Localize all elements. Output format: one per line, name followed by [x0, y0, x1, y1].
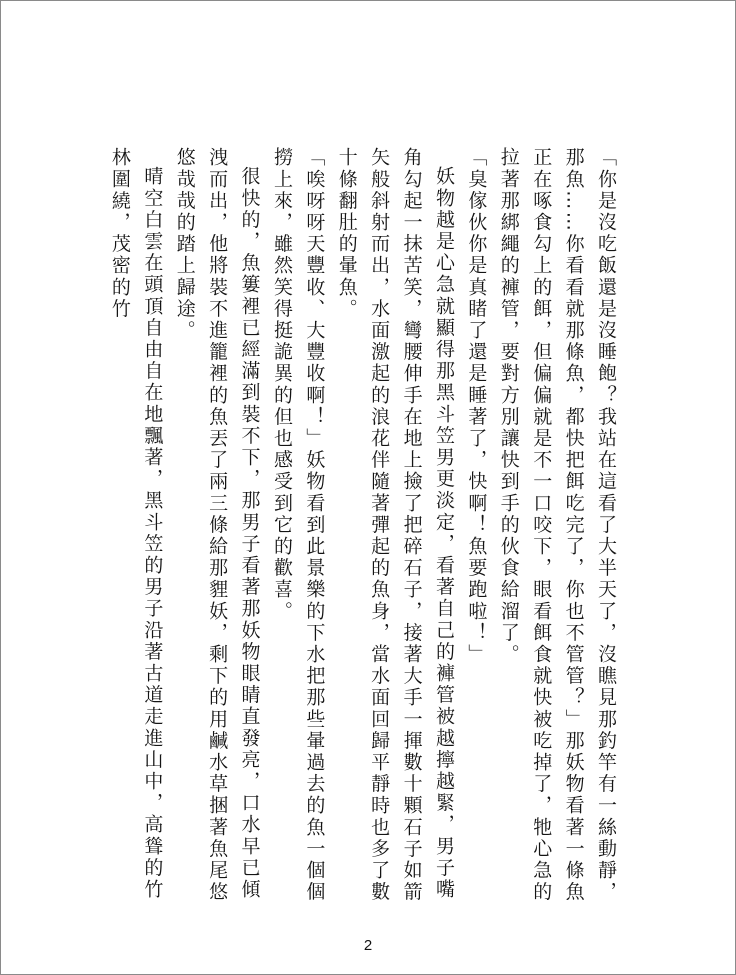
paragraph-dialogue-complaint: 「你是沒吃飯還是沒睡飽？我站在這看了大半天了，沒瞧見那釣竿有一絲動靜，那魚……你看看就那條魚，都快把餌吃完了，你也不管管？」那妖物看著一條魚正在啄食勾上的餌，但偏偏就是不一口咬下，眼看餌食就快被吃掉了，牠心急的拉著那綁繩的褲管，要對方別讓快到手的伙食給溜了。 [497, 147, 617, 903]
page-number: 2 [363, 937, 373, 954]
paragraph-man-throws-stones: 妖物越是心急就顯得那黑斗笠男更淡定，看著自己的褲管被越擰越緊，男子嘴角勾起一抹苦笑，彎腰伸手在地上撿了把碎石子，接著大手一揮數十顆石子如箭矢般斜射而出，水面激起的浪花伴隨著彈起的魚身，當水面回歸平靜時也多了數十條翻肚的暈魚。 [335, 147, 455, 903]
paragraph-fish-basket: 很快的，魚簍裡已經滿到裝不下，那男子看著那妖物眼睛直發亮，口水早已傾洩而出，他將裝不進籠裡的魚丟了兩三條給那貍妖，剩下的用鹹水草捆著魚尾悠悠哉哉的踏上歸途。 [173, 147, 261, 903]
paragraph-dialogue-urging: 「臭傢伙你是真睹了還是睡著了，快啊！魚要跑啦！」 [465, 147, 488, 666]
novel-text-column [62, 147, 622, 907]
paragraph-harvest-joy: 「唉呀呀天豐收、大豐收啊！」妖物看到此景樂的下水把那些暈過去的魚一個個撈上來，雖然笑得挺詭異的但也感受到它的歡喜。 [270, 147, 326, 903]
paragraph-mountain-road: 晴空白雲在頭頂自由自在地飄著，黑斗笠的男子沿著古道走進山中，高聳的竹林圍繞，茂密的竹 [108, 147, 164, 901]
